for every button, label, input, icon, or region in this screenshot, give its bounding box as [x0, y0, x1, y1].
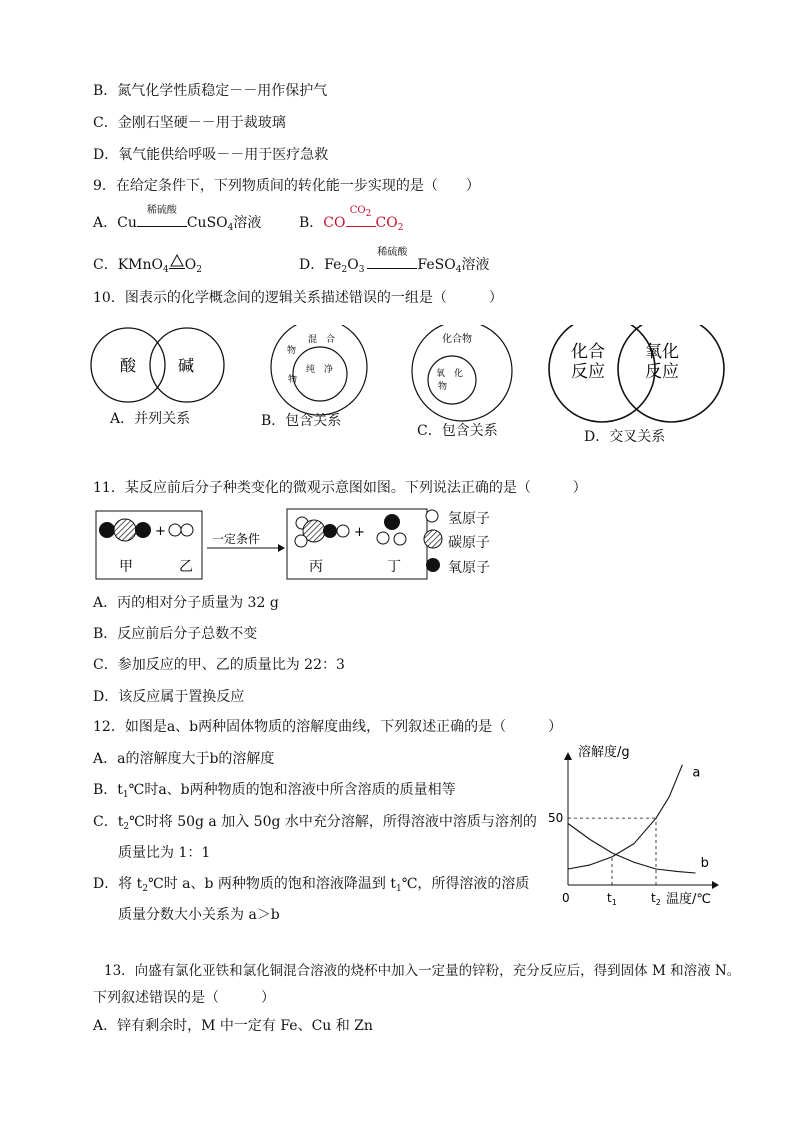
q9-option-a: A．Cu 稀硫酸 CuSO$_4$溶液 [93, 214, 261, 237]
q9-stem: 9．在给定条件下，下列物质间的转化能一步实现的是（ ） [93, 178, 480, 194]
q8-option-c: C．金刚石坚硬－－用于裁玻璃 [93, 115, 286, 131]
y-axis-label: 溶解度/g [578, 745, 630, 760]
svg-text:反应: 反应 [571, 362, 605, 382]
q10-diagram-b [271, 325, 367, 415]
carbon-atom-icon [424, 530, 442, 548]
h2-molecule [169, 524, 193, 536]
q10-caption-d: D．交叉关系 [584, 429, 666, 445]
q12-option-d: D．将 $t_2℃$时 a、b 两种物质的饱和溶液降温到 $t_1℃$，所得溶液的溶质 [93, 876, 530, 894]
legend-carbon: 碳原子 [448, 535, 490, 551]
q9-a-condition: 稀硫酸 [146, 205, 177, 216]
svg-text:化合物: 化合物 [442, 334, 472, 345]
chart-series [568, 765, 709, 873]
ch3oh-molecule [295, 517, 349, 547]
x-axis-arrow-icon [712, 881, 719, 889]
q10-stem: 10．图表示的化学概念间的逻辑关系描述错误的一组是（ ） [93, 290, 503, 306]
label-ding: 丁 [387, 559, 401, 575]
label-bing: 丙 [309, 559, 323, 575]
q12-option-d-line2: 质量分数大小关系为 a＞b [118, 907, 280, 923]
reaction-arrow-icon: 稀硫酸 [367, 256, 417, 274]
label-yi: 乙 [179, 559, 193, 575]
q9-a-product: CuSO [186, 215, 228, 231]
svg-text:混 合: 混 合 [308, 335, 336, 345]
reaction-arrow-icon [137, 205, 187, 232]
series-b-label: b [700, 855, 709, 871]
q11-option-c: C．参加反应的甲、乙的质量比为 22：3 [93, 657, 345, 673]
q10-caption-b: B．包含关系 [261, 413, 342, 429]
q12-option-a: A．a的溶解度大于b的溶解度 [93, 751, 275, 767]
svg-text:化合: 化合 [571, 342, 605, 362]
label-base: 碱 [178, 356, 195, 375]
q11-option-a: A．丙的相对分子质量为 32 g [93, 595, 279, 611]
q13-option-a: A．锌有剩余时，M 中一定有 Fe、Cu 和 Zn [93, 1018, 373, 1034]
q8-option-b: B．氮气化学性质稳定－－用作保护气 [93, 83, 328, 99]
reaction-condition: 一定条件 [212, 532, 261, 546]
svg-text:物: 物 [438, 382, 448, 392]
q10-diagram-c [412, 325, 512, 421]
x-tick-label-t2: $t_2$ [651, 891, 661, 907]
reaction-arrow-icon: CO2 [346, 214, 376, 232]
x-axis-label: 温度/℃ [666, 892, 711, 907]
q9-option-d: D．$Fe_2O_3$ 稀硫酸 FeSO$_4$溶液 [299, 247, 490, 275]
q9-b-reactant: CO [323, 215, 346, 231]
q10-diagram-d [549, 325, 724, 422]
hydrogen-atom-icon [426, 510, 438, 522]
heat-triangle-icon [169, 256, 185, 274]
q9-option-c: C．KMnO$_4$ $O_2$ [93, 257, 202, 275]
q9-option-b: B．CO CO2 $CO_2$ [299, 205, 404, 233]
q10-caption-c: C．包含关系 [417, 423, 498, 439]
q13-stem-line2: 下列叙述错误的是（ ） [93, 990, 275, 1006]
h2o-molecule [377, 514, 406, 545]
solubility-chart [540, 738, 730, 913]
svg-text:+: + [354, 525, 365, 540]
q11-option-d: D．该反应属于置换反应 [93, 689, 245, 705]
q12-option-b: B．$t_1℃$时a、b两种物质的饱和溶液中所含溶质的质量相等 [93, 782, 456, 800]
svg-text:氧化: 氧化 [645, 342, 679, 362]
arrow-head-icon [278, 544, 285, 552]
oxygen-atom-icon [426, 558, 440, 572]
chart-guides [568, 818, 656, 885]
q9-a-reactant: A．Cu [93, 215, 137, 231]
q12-stem: 12．如图是a、b两种固体物质的溶解度曲线，下列叙述正确的是（ ） [93, 719, 563, 735]
svg-text:物: 物 [287, 346, 297, 356]
q12-option-c-line2: 质量比为 1：1 [118, 845, 211, 861]
label-acid: 酸 [120, 356, 137, 375]
svg-text:氧 化: 氧 化 [436, 369, 464, 379]
y-axis-arrow-icon [564, 752, 572, 760]
q10-caption-a: A．并列关系 [110, 411, 191, 427]
q11-stem: 11．某反应前后分子种类变化的微观示意图如图。下列说法正确的是（ ） [93, 480, 587, 496]
q12-option-c: C．$t_2℃$时将 50g a 加入 50g 水中充分溶解，所得溶液中溶质与溶剂的 [93, 814, 537, 832]
q10-diagram-a [91, 328, 224, 402]
q13-stem-line1: 13．向盛有氯化亚铁和氯化铜混合溶液的烧杯中加入一定量的锌粉，充分反应后，得到固体 M 和溶液 N。 [104, 963, 741, 979]
label-jia: 甲 [119, 559, 133, 575]
y-tick-label: 50 [548, 811, 564, 826]
svg-text:物: 物 [288, 375, 298, 385]
co2-molecule [99, 519, 151, 541]
origin-label: 0 [562, 891, 570, 905]
svg-text:纯 净: 纯 净 [306, 365, 334, 375]
q8-option-d: D．氧气能供给呼吸－－用于医疗急救 [93, 147, 329, 163]
svg-text:+: + [155, 524, 166, 539]
legend-oxygen: 氧原子 [448, 560, 490, 576]
series-a-label: a [692, 765, 701, 781]
series-a-line [568, 765, 682, 869]
legend-hydrogen: 氢原子 [448, 511, 490, 527]
svg-text:反应: 反应 [645, 362, 679, 382]
q11-option-b: B．反应前后分子总数不变 [93, 626, 258, 642]
x-tick-label-t1: $t_1$ [607, 891, 617, 907]
